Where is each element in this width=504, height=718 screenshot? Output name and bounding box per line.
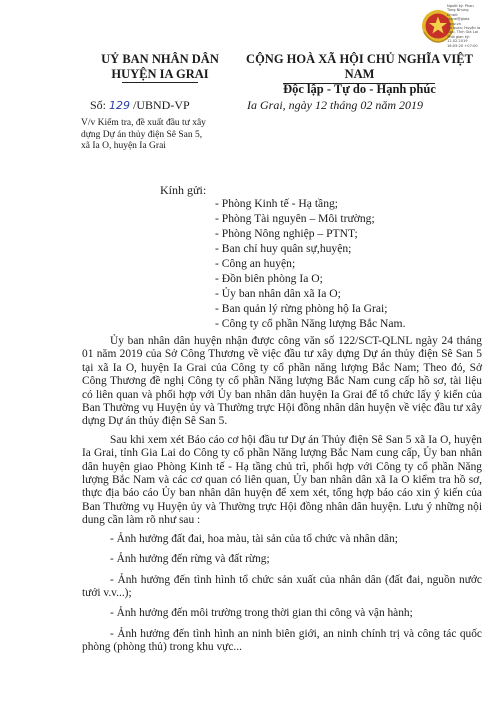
doc-no-handwritten: 129 (109, 99, 131, 112)
signature-line: Người ký: Phan (447, 4, 474, 8)
signature-line: Email: (447, 12, 459, 17)
impact-item: - Ảnh hưởng đến rừng và đất rừng; (110, 553, 270, 566)
motto-underline (283, 83, 435, 84)
impact-item: - Ảnh hưởng đến tình hình an ninh biên giới, an ninh chính trị và công tác quốc phòng (phòng thủ) trong khu vực... (82, 627, 482, 654)
signature-line: 16:05:20 +07:00 (447, 43, 478, 48)
recipient-item: - Công an huyện; (215, 257, 296, 270)
nation-motto: Độc lập - Tự do - Hạnh phúc (283, 82, 436, 96)
signature-line: iagrai@giala (447, 17, 470, 22)
document-body (82, 335, 482, 662)
org-line1: UỶ BAN NHÂN DÂN (101, 52, 219, 66)
recipient-item: - Phòng Kinh tế - Hạ tầng; (215, 197, 339, 210)
signature-line: Cơ quan: Huyện Ia (447, 26, 481, 31)
recipient-item: - Phòng Tài nguyên – Môi trường; (215, 212, 375, 225)
recipient-item: - Đồn biên phòng Ia O; (215, 272, 323, 285)
signature-line: 12.02.2019 (447, 39, 468, 44)
recipient-item: - Ban chỉ huy quân sự,huyện; (215, 242, 352, 255)
document-subject (81, 118, 251, 153)
greeting-label: Kính gửi: (160, 183, 207, 197)
subject-line: V/v Kiểm tra, đề xuất đầu tư xây (81, 118, 206, 128)
national-header (232, 52, 487, 97)
signature-line: Thời gian ký: (447, 34, 470, 39)
org-line2: HUYỆN IA GRAI (111, 67, 209, 81)
body-paragraph: Sau khi xem xét Báo cáo cơ hội đầu tư Dự án Thủy điện Sê San 5 xã Ia O, huyện Ia Grai, tỉnh Gia Lai do Công ty cổ phần Năng lượng Bắc Nam cung cấp, Ủy ban nhân dân huyện giao Phòng Kinh tế - Hạ tầng chủ trì, phối hợp với Công ty cổ phần Năng lượng Bắc Nam và các cơ quan có liên quan, Ủy ban nhân dân xã Ia O kiểm tra hồ sơ, thực địa báo cáo Ủy ban nhân dân huyện để xem xét, tổng hợp báo cáo xin ý kiến của Ban Thường vụ Huyện ủy và Thường trực Hội đồng nhân dân huyện. Lưu ý những nội dung cần làm rõ như sau : (82, 433, 482, 527)
nation-name: CỘNG HOÀ XÃ HỘI CHỦ NGHĨA VIỆT NAM (246, 52, 473, 81)
recipient-item: - Ủy ban nhân dân xã Ia O; (215, 287, 341, 300)
signature-line: i.gov.vn (447, 21, 462, 26)
impact-item: - Ảnh hưởng đất đai, hoa màu, tài sản của tổ chức và nhân dân; (110, 532, 398, 545)
recipient-item: - Phòng Nông nghiệp – PTNT; (215, 227, 358, 240)
impact-item: - Ảnh hưởng đến tình hình tổ chức sản xuất của nhân dân (đất đai, nguồn nước tưới v.v...); (82, 573, 482, 599)
recipient-list (215, 196, 405, 331)
digital-signature-block (447, 4, 491, 48)
issuing-organization (80, 52, 240, 82)
subject-line: xã Ia O, huyện Ia Grai (81, 141, 166, 151)
doc-no-suffix: /UBND-VP (133, 98, 190, 112)
document-number (90, 98, 190, 113)
org-underline (122, 82, 198, 83)
impact-item: - Ảnh hưởng đến môi trường trong thời gian thi công và vận hành; (110, 607, 413, 620)
doc-no-label: Số: (90, 98, 107, 112)
place-and-date: Ia Grai, ngày 12 tháng 02 năm 2019 (247, 98, 423, 112)
recipient-item: - Ban quản lý rừng phòng hộ Ia Grai; (215, 302, 388, 315)
signature-line: Grai, Tỉnh Gia Lai (447, 30, 478, 35)
body-paragraph: Ủy ban nhân dân huyện nhận được công văn số 122/SCT-QLNL ngày 24 tháng 01 năm 2019 của Sở Công Thương về việc đầu tư xây dựng Dự án thủy điện Sê San 5 tại xã Ia O, huyện Ia Grai của Công ty cổ phần năng lượng Bắc Nam; Theo đó, Sở Công Thương đề nghị Công ty cổ phần Năng lượng Bắc Nam cung cấp hồ sơ, tài liệu có liên quan và phối hợp với Ủy ban nhân dân huyện Ia Grai để tổ chức lấy ý kiến của Ban Thường vụ Huyện ủy và Thường trực Hội đồng nhân dân huyện về việc đầu tư xây dựng Dự án thủy điện Sê San 5. (82, 335, 482, 428)
signature-line: Tùng Nhung (447, 8, 469, 13)
subject-line: dựng Dự án thủy điện Sê San 5, (81, 129, 203, 140)
recipient-item: - Công ty cổ phần Năng lượng Bắc Nam. (215, 317, 406, 330)
